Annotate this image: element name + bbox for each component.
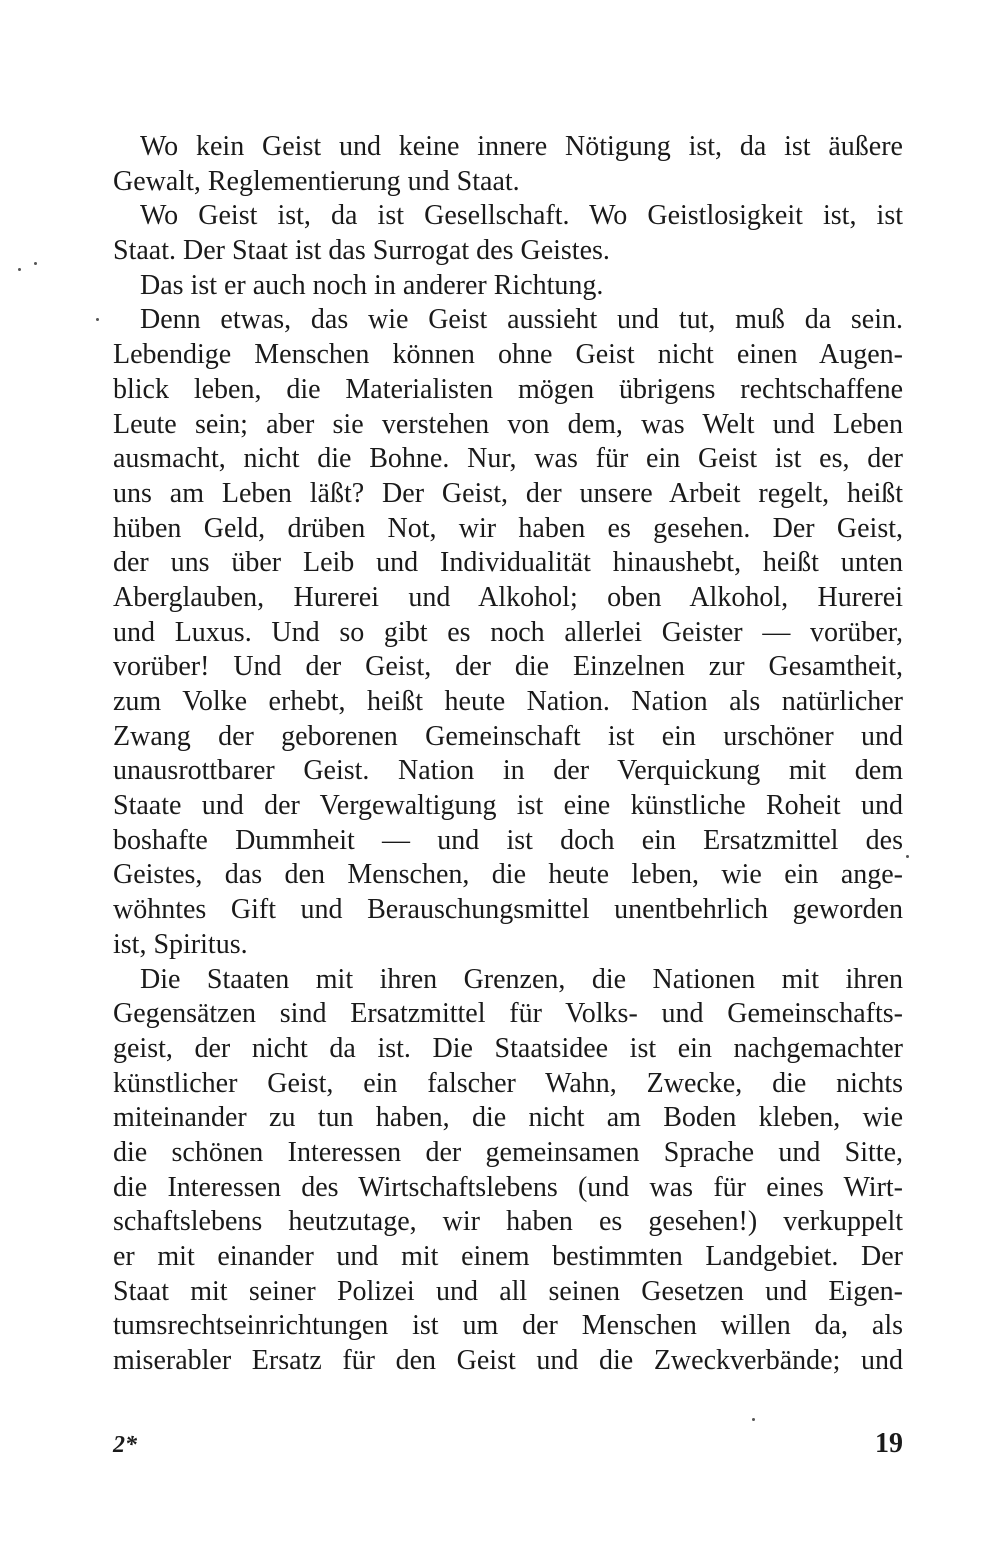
text-line: Wo kein Geist und keine innere Nötigung ist, da ist äußere <box>140 131 903 162</box>
text-line: Gegensätzen sind Ersatzmittel für Volks- und Gemeinschafts- <box>113 998 903 1030</box>
text-line: Das ist er auch noch in anderer Richtung. <box>140 269 604 301</box>
text-line: Lebendige Menschen können ohne Geist nicht einen Augen- <box>113 339 903 371</box>
text-line: die schönen Interessen der gemeinsamen Sprache und Sitte, <box>113 1136 903 1168</box>
text-line: Leute sein; aber sie verstehen von dem, was Welt und Leben <box>113 408 903 440</box>
text-line: schaftslebens heutzutage, wir haben es gesehen!) verkuppelt <box>113 1206 903 1238</box>
text-line: boshafte Dummheit — und ist doch ein Ersatzmittel des <box>113 824 903 856</box>
text-line: blick leben, die Materialisten mögen übrigens rechtschaffene <box>113 373 903 405</box>
scan-speck <box>906 855 909 858</box>
text-line: Wo Geist ist, da ist Gesellschaft. Wo Geistlosigkeit ist, ist <box>140 200 903 232</box>
text-line: uns am Leben läßt? Der Geist, der unsere Arbeit regelt, heißt <box>113 477 903 509</box>
body-text <box>113 130 903 1379</box>
text-line: geist, der nicht da ist. Die Staatsidee ist ein nachgemachter <box>113 1032 903 1064</box>
text-line: vorüber! Und der Geist, der die Einzelnen zur Gesamtheit, <box>113 651 903 683</box>
text-line: Denn etwas, das wie Geist aussieht und tut, muß da sein. <box>140 304 903 336</box>
text-line: unausrottbarer Geist. Nation in der Verquickung mit dem <box>113 755 903 787</box>
text-line: Zwang der geborenen Gemeinschaft ist ein urschöner und <box>113 720 903 752</box>
text-line: Staat. Der Staat ist das Surrogat des Geistes. <box>113 235 610 267</box>
text-line: Geistes, das den Menschen, die heute leben, wie ein ange- <box>113 859 903 891</box>
page-number: 19 <box>875 1428 903 1459</box>
text-line: ist, Spiritus. <box>113 928 248 960</box>
text-line: wöhntes Gift und Berauschungsmittel unentbehrlich geworden <box>113 894 903 926</box>
text-line: ausmacht, nicht die Bohne. Nur, was für ein Geist ist es, der <box>113 443 903 475</box>
text-line: hüben Geld, drüben Not, wir haben es gesehen. Der Geist, <box>113 512 903 544</box>
scan-speck <box>34 262 37 265</box>
text-line: Staate und der Vergewaltigung ist eine künstliche Roheit und <box>113 790 903 822</box>
text-line: künstlicher Geist, ein falscher Wahn, Zwecke, die nichts <box>113 1067 903 1099</box>
scan-speck <box>18 268 21 271</box>
scan-speck <box>96 318 99 321</box>
text-line: zum Volke erhebt, heißt heute Nation. Nation als natürlicher <box>113 686 903 717</box>
text-line: und Luxus. Und so gibt es noch allerlei Geister — vorüber, <box>113 616 903 648</box>
text-line: miteinander zu tun haben, die nicht am Boden kleben, wie <box>113 1102 903 1134</box>
printer-signature-mark: 2* <box>113 1432 137 1458</box>
text-line: Gewalt, Reglementierung und Staat. <box>113 165 520 197</box>
text-line: der uns über Leib und Individualität hinaushebt, heißt unten <box>113 547 903 579</box>
text-line: die Interessen des Wirtschaftslebens (und was für eines Wirt- <box>113 1171 903 1203</box>
text-line: tumsrechtseinrichtungen ist um der Menschen willen da, als <box>113 1310 903 1342</box>
text-line: Staat mit seiner Polizei und all seinen Gesetzen und Eigen- <box>113 1275 903 1307</box>
text-line: er mit einander und mit einem bestimmten Landgebiet. Der <box>113 1241 903 1272</box>
text-line: miserabler Ersatz für den Geist und die Zweckverbände; und <box>113 1345 903 1377</box>
scan-speck <box>752 1418 755 1421</box>
text-line: Aberglauben, Hurerei und Alkohol; oben Alkohol, Hurerei <box>113 581 903 613</box>
text-line: Die Staaten mit ihren Grenzen, die Nationen mit ihren <box>140 963 903 995</box>
